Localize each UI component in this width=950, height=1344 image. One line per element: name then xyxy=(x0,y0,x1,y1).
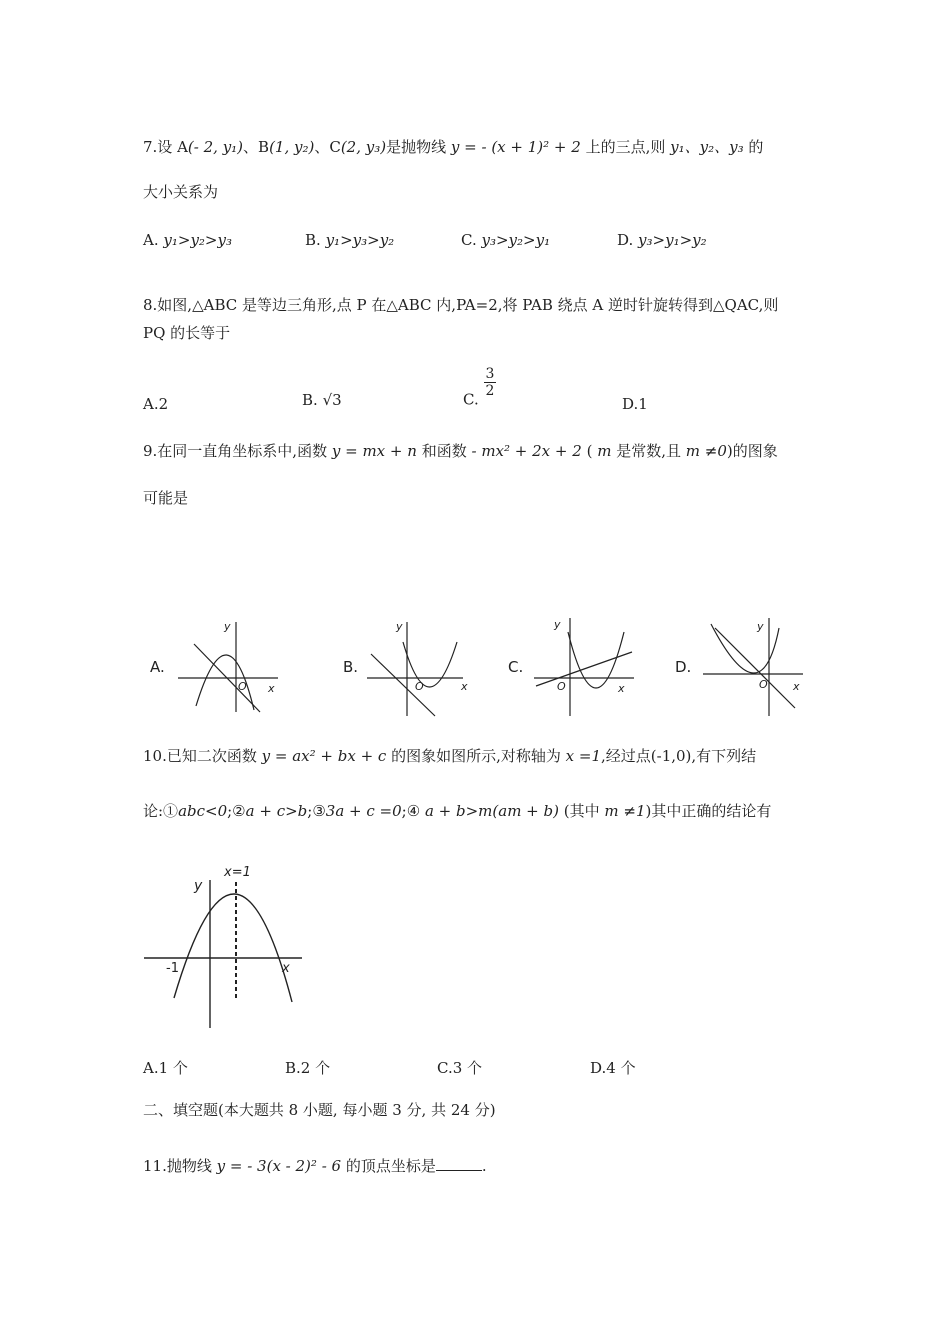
q9-linear-function: y = mx + n xyxy=(331,442,417,460)
q9-text-d: 是常数,且 xyxy=(616,442,681,460)
q7-text-d: 的 xyxy=(748,138,764,156)
fraction-denominator: 2 xyxy=(485,383,495,399)
q7-line1 xyxy=(143,136,763,158)
origin-label: O xyxy=(759,678,768,691)
q10-text-b: 的图象如图所示,对称轴为 xyxy=(391,747,561,765)
q9-text-e: )的图象 xyxy=(726,442,778,460)
q8-option-b-label: B. xyxy=(302,391,318,409)
q10-graph xyxy=(140,858,315,1034)
graph-label: C. xyxy=(508,658,524,676)
q7-option-expr: y₁>y₂>y₃ xyxy=(163,231,232,249)
q10-option-d: D.4 个 xyxy=(590,1059,636,1077)
symmetry-axis-label: x=1 xyxy=(224,865,251,880)
linear-line xyxy=(536,652,632,686)
q11-line xyxy=(143,1154,487,1177)
q7-text-a: 7.设 A xyxy=(143,138,188,156)
q10-text-h: (其中 xyxy=(563,802,600,820)
q8-option-c-label: C. xyxy=(463,390,479,409)
origin-label: O xyxy=(238,680,247,693)
origin-label: O xyxy=(415,680,424,693)
q11-function: y = - 3(x - 2)² - 6 xyxy=(216,1157,342,1175)
q10-line1 xyxy=(143,745,756,767)
axis-y-label: y xyxy=(757,620,764,633)
q10-axis: x =1 xyxy=(565,747,601,765)
q8-option-b xyxy=(302,389,342,411)
q7-parabola-formula: y = - (x + 1)² + 2 xyxy=(450,138,581,156)
q9-quadratic-function: - mx² + 2x + 2 xyxy=(471,442,582,460)
q7-option-label: D. xyxy=(617,231,634,249)
q8-line2: PQ 的长等于 xyxy=(143,324,231,342)
q7-option-label: B. xyxy=(305,231,321,249)
q8-line1: 8.如图,△ABC 是等边三角形,点 P 在△ABC 内,PA=2,将 PAB 绕点 A 逆时针旋转得到△QAC,则 xyxy=(143,296,779,314)
q10-conclusion-1: abc<0 xyxy=(178,802,228,820)
q9-line2: 可能是 xyxy=(143,489,189,507)
q9-text-c: ( xyxy=(586,442,593,460)
q10-line2 xyxy=(143,800,771,822)
q7-option-label: A. xyxy=(143,231,159,249)
parabola-curve xyxy=(174,894,292,1002)
q7-option-d xyxy=(617,229,707,251)
q11-text-b: 的顶点坐标是 xyxy=(345,1157,436,1175)
q8-option-c-fraction xyxy=(484,366,497,399)
q11-text-a: 11.抛物线 xyxy=(143,1157,212,1175)
q10-text-d: 论:① xyxy=(143,802,179,820)
q7-sep2: 、C xyxy=(314,138,341,156)
q11-text-c: . xyxy=(481,1157,487,1175)
q10-option-b: B.2 个 xyxy=(285,1059,331,1077)
q10-condition: m ≠1 xyxy=(604,802,646,820)
axis-x-label: x xyxy=(268,682,275,695)
q9-text-b: 和函数 xyxy=(421,442,467,460)
q10-text-a: 10.已知二次函数 xyxy=(143,747,257,765)
q10-text-f: ;③ xyxy=(307,802,326,820)
answer-blank xyxy=(436,1154,482,1171)
axis-x-label: x xyxy=(282,961,290,976)
q10-conclusion-3: 3a + c =0 xyxy=(325,802,402,820)
q10-conclusion-4: a + b>m(am + b) xyxy=(424,802,559,820)
q10-option-c: C.3 个 xyxy=(437,1059,483,1077)
q8-option-c xyxy=(463,366,496,411)
q7-option-expr: y₁>y₃>y₂ xyxy=(325,231,395,249)
graph-label: A. xyxy=(150,658,165,676)
q9-line1 xyxy=(143,440,778,462)
q9-text-a: 9.在同一直角坐标系中,函数 xyxy=(143,442,328,460)
q8-option-a: A.2 xyxy=(143,395,169,413)
axis-x-label: x xyxy=(461,680,468,693)
q10-text-g: ;④ xyxy=(401,802,421,820)
q8-option-b-expr: √3 xyxy=(322,391,342,409)
q7-option-expr: y₃>y₂>y₁ xyxy=(481,231,551,249)
q7-option-a xyxy=(143,229,232,251)
parabola-curve xyxy=(568,632,624,688)
q7-option-b xyxy=(305,229,394,251)
q10-conclusion-2: a + c>b xyxy=(245,802,308,820)
q9-graph-a xyxy=(150,612,290,718)
q10-function: y = ax² + bx + c xyxy=(261,747,387,765)
q7-line2: 大小关系为 xyxy=(143,183,219,201)
q7-sep1: 、B xyxy=(243,138,270,156)
q10-text-c: ,经过点(-1,0),有下列结 xyxy=(601,747,757,765)
q10-text-i: )其中正确的结论有 xyxy=(645,802,772,820)
q7-option-c xyxy=(461,229,550,251)
q9-graph-c xyxy=(508,612,648,718)
origin-label: O xyxy=(557,680,566,693)
q7-text-c: 上的三点,则 xyxy=(585,138,666,156)
q10-option-a: A.1 个 xyxy=(143,1059,188,1077)
q7-vars: y₁、y₂、y₃ xyxy=(670,138,744,156)
q7-option-expr: y₃>y₁>y₂ xyxy=(638,231,707,249)
graph-label: B. xyxy=(343,658,359,676)
axis-y-label: y xyxy=(224,620,231,633)
q7-text-b: 是抛物线 xyxy=(386,138,447,156)
linear-line xyxy=(371,654,435,716)
parabola-curve xyxy=(403,642,457,687)
section-title: 二、填空题(本大题共 8 小题, 每小题 3 分, 共 24 分) xyxy=(143,1101,496,1119)
q9-condition: m ≠0 xyxy=(685,442,727,460)
q7-point-b: (1, y₂) xyxy=(269,138,315,156)
axis-x-label: x xyxy=(793,680,800,693)
q9-graph-d xyxy=(675,612,815,718)
q8-option-d: D.1 xyxy=(622,395,648,413)
q9-graph-b xyxy=(343,612,483,718)
fraction-numerator: 3 xyxy=(485,366,495,382)
axis-y-label: y xyxy=(194,878,203,894)
q7-point-c: (2, y₃) xyxy=(340,138,387,156)
q7-option-label: C. xyxy=(461,231,477,249)
graph-label: D. xyxy=(675,658,692,676)
q7-point-a: (- 2, y₁) xyxy=(187,138,244,156)
linear-line xyxy=(715,628,795,708)
axis-y-label: y xyxy=(396,620,403,633)
axis-x-label: x xyxy=(618,682,625,695)
neg-one-label: -1 xyxy=(166,961,179,976)
q9-m: m xyxy=(597,442,612,460)
q10-text-e: ;② xyxy=(227,802,246,820)
axis-y-label: y xyxy=(554,618,561,631)
